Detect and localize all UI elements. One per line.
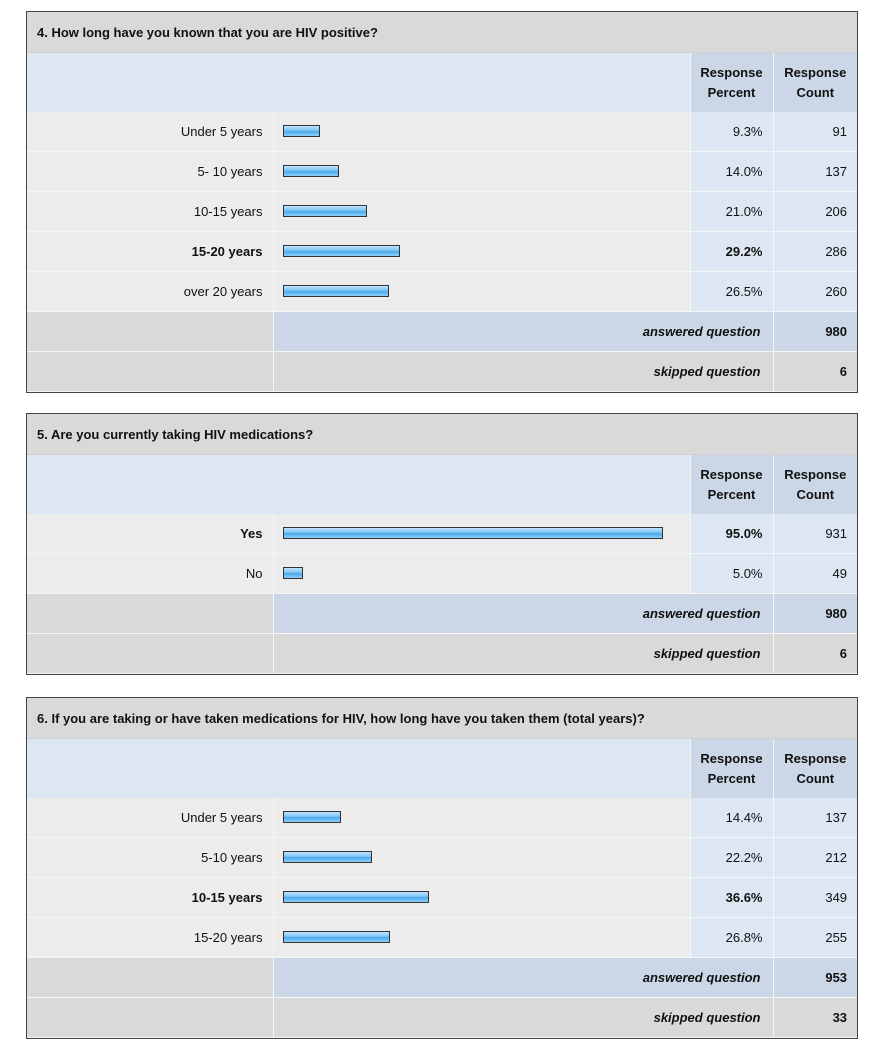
bar-0 [283,125,320,137]
bar-cell [273,878,690,918]
response-percent: 36.6% [690,878,773,918]
bar-3 [283,931,390,943]
response-count: 212 [773,838,857,878]
bar-cell [273,112,690,152]
summary-spacer [27,352,273,392]
bar-2 [283,891,429,903]
bar-cell [273,918,690,958]
response-percent: 21.0% [690,192,773,232]
header-line: Count [796,770,835,786]
response-count: 255 [773,918,857,958]
skipped-question-label: skipped question [273,634,773,674]
response-count: 931 [773,514,857,554]
response-percent-header [690,53,773,113]
header-line: Percent [707,84,756,100]
skipped-question-count: 6 [773,352,857,392]
question-title: 6. If you are taking or have taken medications for HIV, how long have you taken them (total years)? [27,698,857,739]
bar-cell [273,798,690,838]
answer-label: over 20 years [27,272,273,312]
skipped-question-label: skipped question [273,352,773,392]
bar-1 [283,851,372,863]
answered-question-label: answered question [273,312,773,352]
summary-spacer [27,958,273,998]
header-line: Percent [707,770,756,786]
answered-question-count: 980 [773,312,857,352]
answer-label: 15-20 years [27,918,273,958]
response-count-header [773,739,857,799]
answer-row [27,192,857,232]
bar-cell [273,272,690,312]
answer-label: 10-15 years [27,878,273,918]
answer-row [27,878,857,918]
header-line: Response [700,64,763,80]
bar-cell [273,554,690,594]
response-percent: 22.2% [690,838,773,878]
header-line: Response [784,64,847,80]
response-percent: 26.5% [690,272,773,312]
header-line: Response [700,466,763,482]
answered-question-count: 980 [773,594,857,634]
response-count-header [773,53,857,113]
header-line: Percent [707,486,756,502]
response-percent: 5.0% [690,554,773,594]
skipped-question-count: 6 [773,634,857,674]
bar-3 [283,245,400,257]
question-panel-6 [26,697,858,1039]
answer-row [27,798,857,838]
answer-label: Under 5 years [27,112,273,152]
bar-cell [273,838,690,878]
answer-label: Under 5 years [27,798,273,838]
response-count: 137 [773,798,857,838]
answer-row [27,272,857,312]
header-line: Response [784,466,847,482]
answer-label: No [27,554,273,594]
answer-row [27,112,857,152]
response-percent: 95.0% [690,514,773,554]
question-title: 5. Are you currently taking HIV medications? [27,414,857,455]
response-count: 49 [773,554,857,594]
bar-4 [283,285,389,297]
summary-spacer [27,312,273,352]
header-spacer [27,455,690,515]
summary-spacer [27,634,273,674]
answer-label: 5- 10 years [27,152,273,192]
response-count: 349 [773,878,857,918]
bar-cell [273,232,690,272]
bar-2 [283,205,367,217]
answer-row [27,838,857,878]
response-percent: 29.2% [690,232,773,272]
response-percent: 26.8% [690,918,773,958]
answered-question-label: answered question [273,958,773,998]
answer-row [27,918,857,958]
response-percent-header [690,455,773,515]
question-panel-4 [26,11,858,393]
response-count: 91 [773,112,857,152]
bar-cell [273,514,690,554]
answered-question-count: 953 [773,958,857,998]
response-count: 206 [773,192,857,232]
header-spacer [27,53,690,113]
response-percent: 9.3% [690,112,773,152]
answer-row [27,514,857,554]
header-spacer [27,739,690,799]
header-line: Response [700,750,763,766]
answer-label: 10-15 years [27,192,273,232]
header-line: Response [784,750,847,766]
bar-1 [283,165,339,177]
answer-label: Yes [27,514,273,554]
skipped-question-count: 33 [773,998,857,1038]
summary-spacer [27,998,273,1038]
answer-label: 5-10 years [27,838,273,878]
bar-0 [283,527,663,539]
answer-label: 15-20 years [27,232,273,272]
answered-question-label: answered question [273,594,773,634]
bar-cell [273,152,690,192]
response-count-header [773,455,857,515]
bar-1 [283,567,303,579]
header-line: Count [796,84,835,100]
question-panel-5 [26,413,858,675]
response-percent: 14.4% [690,798,773,838]
skipped-question-label: skipped question [273,998,773,1038]
answer-row [27,232,857,272]
header-line: Count [796,486,835,502]
bar-0 [283,811,341,823]
answer-row [27,152,857,192]
answer-row [27,554,857,594]
response-count: 260 [773,272,857,312]
response-count: 286 [773,232,857,272]
response-percent: 14.0% [690,152,773,192]
question-title: 4. How long have you known that you are HIV positive? [27,12,857,53]
summary-spacer [27,594,273,634]
bar-cell [273,192,690,232]
response-percent-header [690,739,773,799]
response-count: 137 [773,152,857,192]
